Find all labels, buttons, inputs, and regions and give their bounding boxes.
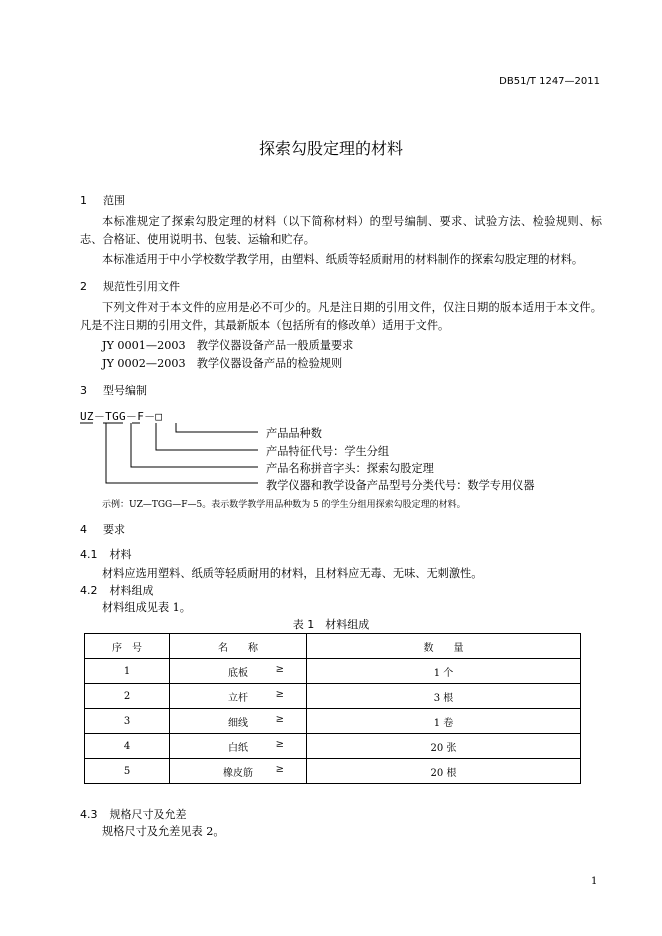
- page-number: 1: [591, 876, 598, 887]
- cell-number: 4: [85, 734, 170, 759]
- section-title: 范围: [103, 194, 125, 207]
- section-number: 4.1: [80, 548, 98, 561]
- model-label-name-initials: 产品名称拼音字头：探索勾股定理: [266, 462, 434, 475]
- cell-number: 5: [85, 759, 170, 784]
- model-label-feature-code: 产品特征代号：学生分组: [266, 445, 390, 458]
- model-example: 示例：UZ—TGG—F—5。表示数学教学用品种数为 5 的学生分组用探索勾股定理的材料。: [102, 500, 466, 510]
- section-number: 1: [80, 194, 87, 207]
- table-row: [85, 684, 581, 709]
- ge-symbol: ≥: [275, 663, 284, 675]
- table-header-row: [85, 634, 581, 659]
- materials-paragraph: 材料应选用塑料、纸质等轻质耐用的材料，且材料应无毒、无味、无刺激性。: [102, 567, 483, 580]
- references-paragraph: 下列文件对于本文件的应用是必不可少的。凡是注日期的引用文件，仅注日期的版本适用于本文件。凡是不注日期的引用文件，其最新版本（包括所有的修改单）适用于文件。: [80, 301, 602, 332]
- table-row: [85, 759, 581, 784]
- cell-quantity: 3 根: [307, 684, 581, 709]
- cell-name: [170, 734, 307, 759]
- cell-quantity: 20 根: [307, 759, 581, 784]
- materials-table: [84, 633, 581, 784]
- section-4-3-heading: [80, 806, 187, 822]
- cell-name: [170, 759, 307, 784]
- section-title: 材料组成: [109, 584, 154, 597]
- column-header-number: 序 号: [85, 634, 170, 659]
- column-header-quantity: 数 量: [307, 634, 581, 659]
- column-header-name: 名 称: [170, 634, 307, 659]
- cell-number: 2: [85, 684, 170, 709]
- composition-paragraph: 材料组成见表 1。: [102, 601, 191, 614]
- item-name: 白纸: [228, 742, 248, 754]
- cell-name: [170, 709, 307, 734]
- model-label-variety-count: 产品品种数: [266, 427, 322, 440]
- ge-symbol: ≥: [275, 738, 284, 750]
- standard-code: DB51/T 1247—2011: [499, 76, 600, 87]
- section-title: 要求: [103, 523, 125, 536]
- section-4-2-heading: [80, 582, 154, 598]
- section-title: 型号编制: [103, 384, 147, 397]
- section-title: 规格尺寸及允差: [109, 808, 187, 821]
- scope-paragraph-2: 本标准适用于中小学校数学教学用，由塑料、纸质等轻质耐用的材料制作的探索勾股定理的材料。: [102, 253, 584, 266]
- section-4-1-heading: [80, 546, 132, 562]
- item-name: 橡皮筋: [223, 767, 253, 779]
- section-number: 4.2: [80, 584, 98, 597]
- section-number: 4.3: [80, 808, 98, 821]
- cell-quantity: 1 个: [307, 659, 581, 684]
- item-name: 底板: [228, 667, 248, 679]
- table-row: [85, 709, 581, 734]
- reference-item: JY 0002—2003 教学仪器设备产品的检验规则: [102, 357, 343, 370]
- cell-quantity: 1 卷: [307, 709, 581, 734]
- table-row: [85, 734, 581, 759]
- ge-symbol: ≥: [275, 688, 284, 700]
- tolerance-paragraph: 规格尺寸及允差见表 2。: [102, 825, 225, 838]
- reference-item: JY 0001—2003 教学仪器设备产品一般质量要求: [102, 339, 354, 352]
- table-row: [85, 659, 581, 684]
- ge-symbol: ≥: [275, 763, 284, 775]
- section-number: 2: [80, 280, 87, 293]
- cell-number: 3: [85, 709, 170, 734]
- document-title: 探索勾股定理的材料: [258, 139, 403, 158]
- model-code: UZ－TGG－F－□: [80, 410, 163, 423]
- table-caption: 表 1 材料组成: [292, 618, 370, 631]
- cell-name: [170, 684, 307, 709]
- ge-symbol: ≥: [275, 713, 284, 725]
- section-number: 4: [80, 523, 87, 536]
- section-4-heading: [80, 521, 125, 537]
- item-name: 细线: [228, 717, 248, 729]
- section-title: 规范性引用文件: [103, 280, 180, 293]
- section-number: 3: [80, 384, 87, 397]
- section-title: 材料: [109, 548, 132, 561]
- cell-quantity: 20 张: [307, 734, 581, 759]
- cell-name: [170, 659, 307, 684]
- cell-number: 1: [85, 659, 170, 684]
- item-name: 立杆: [228, 692, 248, 704]
- scope-paragraph-1: 本标准规定了探索勾股定理的材料（以下简称材料）的型号编制、要求、试验方法、检验规则、标志、合格证、使用说明书、包装、运输和贮存。: [80, 215, 602, 246]
- model-label-classification: 教学仪器和教学设备产品型号分类代号：数学专用仪器: [266, 479, 535, 492]
